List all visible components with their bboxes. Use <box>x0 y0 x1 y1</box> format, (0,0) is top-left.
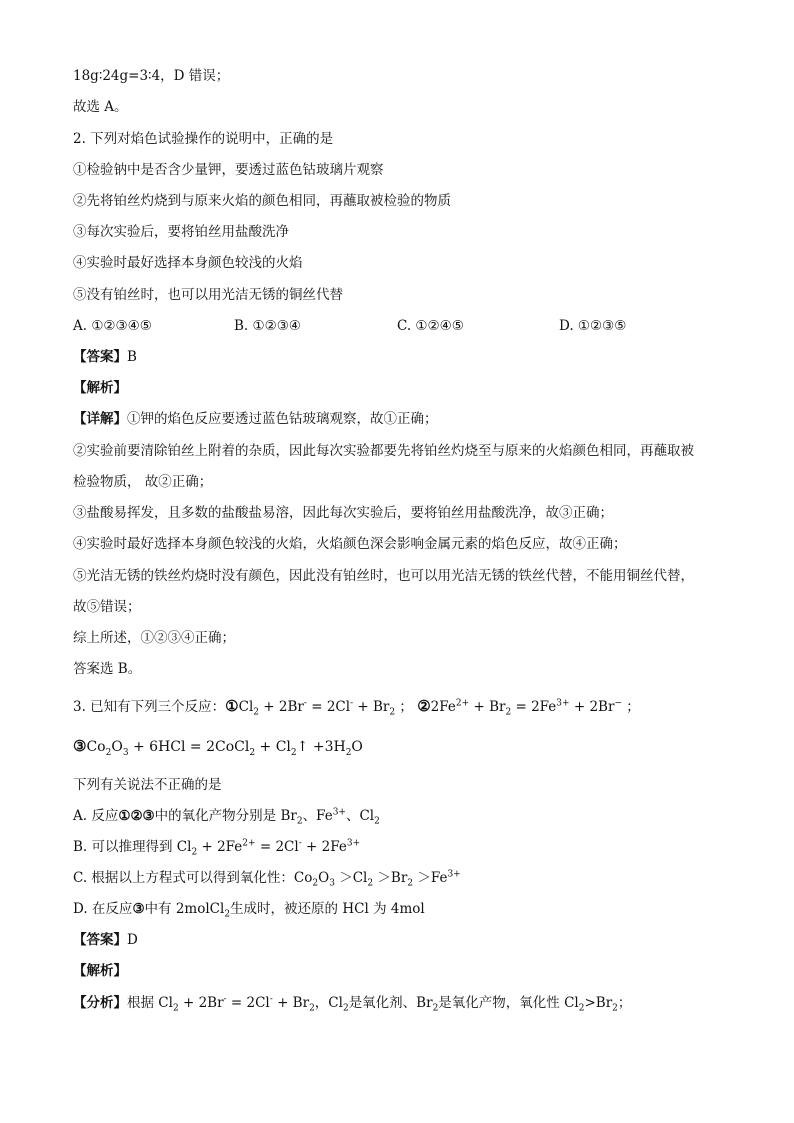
answer-value: D <box>127 932 138 948</box>
reaction-2: $2Fe^{2+} + Br_2 = 2Fe^{3+} + 2Br^-$ ； <box>430 698 640 718</box>
q3-answer <box>73 931 138 949</box>
q2-item: ①检验钠中是否含少量钾，要透过蓝色钴玻璃片观察 <box>73 162 384 178</box>
detail-tag: 【详解】 <box>73 411 127 427</box>
q2-option-a: A. ①②③④⑤ <box>73 318 152 334</box>
reaction-3-number: ③ <box>73 737 87 755</box>
question-2-stem: 2. 下列对焰色试验操作的说明中，正确的是 <box>73 131 334 147</box>
q2-detail-line: 故⑤错误； <box>73 599 141 615</box>
q2-analysis-tag: 【解析】 <box>73 380 127 396</box>
q2-detail-line: ⑤光洁无锈的铁丝灼烧时没有颜色，因此没有铂丝时，也可以用光洁无锈的铁丝代替，不能用铜丝代替， <box>73 568 694 584</box>
q2-detail-line: 综上所述，①②③④正确； <box>73 630 235 646</box>
q3-option-d: D. 在反应③中有 2molCl$_2$生成时，被还原的 HCl 为 4mol <box>73 901 425 920</box>
q3-option-b: B. 可以推理得到 $Cl_2 + 2Fe^{2+} = 2Cl^- + 2Fe^{3+}$ <box>73 838 361 858</box>
reaction-3: $③Co_2O_3 + 6HCl$ = 2CoCl$_2$ + $Cl_2↑ +3H_2O$ <box>73 737 363 758</box>
reaction-1-number: ① <box>225 697 239 715</box>
q2-option-c: C. ①②④⑤ <box>397 318 464 334</box>
reaction-1: $Cl_2 + 2Br^- = 2Cl^- + Br_2$ ； <box>238 698 413 718</box>
q2-option-b: B. ①②③④ <box>234 318 301 334</box>
q2-item: ④实验时最好选择本身颜色较浅的火焰 <box>73 255 303 271</box>
q3-fenxi: 【分析】根据 $Cl_2 + 2Br^- = 2Cl^- + Br_2$，$Cl_2$是氧化剂、$Br_2$是氧化产物，氧化性 $Cl_2>Br_2$； <box>73 994 632 1014</box>
q2-detail-line: ③盐酸易挥发，且多数的盐酸盐易溶，因此每次实验后，要将铂丝用盐酸洗净，故③正确； <box>73 505 613 521</box>
q2-detail-line: ②实验前要清除铂丝上附着的杂质，因此每次实验都要先将铂丝灼烧至与原来的火焰颜色相同，再蘸取被 <box>73 443 694 459</box>
q3-question: 下列有关说法不正确的是 <box>73 777 222 793</box>
q2-option-d: D. ①②③⑤ <box>559 318 627 334</box>
q3-option-a: A. 反应①②③中的氧化产物分别是 $Br_2$、$Fe^{3+}$、$Cl_2$ <box>73 807 380 827</box>
text-line: 18g∶24g=3∶4，D 错误； <box>73 68 230 84</box>
q2-detail-line: ④实验时最好选择本身颜色较浅的火焰，火焰颜色深会影响金属元素的焰色反应，故④正确； <box>73 536 627 552</box>
gas-arrow: ↑ <box>296 739 309 755</box>
q2-detail: 【详解】①钾的焰色反应要透过蓝色钴玻璃观察，故①正确； <box>73 411 438 427</box>
q3-option-c: C. 根据以上方程式可以得到氧化性：$Co_2O_3 >Cl_2 >Br_2 >Fe^{3+}$ <box>73 869 461 889</box>
q2-item: ③每次实验后，要将铂丝用盐酸洗净 <box>73 224 289 240</box>
q2-item: ⑤没有铂丝时，也可以用光洁无锈的铜丝代替 <box>73 287 343 303</box>
q3-analysis-tag: 【解析】 <box>73 963 127 979</box>
answer-tag: 【答案】 <box>73 349 127 365</box>
question-3-stem: 3. 已知有下列三个反应：$①Cl_2 + 2Br^- = 2Cl^- + Br_2$ ； $②2Fe^{2+} + Br_2 = 2Fe^{3+} + 2Br^-$ ； <box>73 697 640 718</box>
answer-value: B <box>127 349 137 365</box>
answer-tag: 【答案】 <box>73 932 127 948</box>
q2-detail-line: 检验物质， 故②正确； <box>73 474 213 490</box>
q2-detail-line: 答案选 B。 <box>73 661 142 677</box>
q2-answer <box>73 348 137 366</box>
reaction-2-number: ② <box>417 697 431 715</box>
text-line: 故选 A。 <box>73 99 128 115</box>
q2-item: ②先将铂丝灼烧到与原来火焰的颜色相同，再蘸取被检验的物质 <box>73 193 451 209</box>
fenxi-tag: 【分析】 <box>73 995 127 1011</box>
